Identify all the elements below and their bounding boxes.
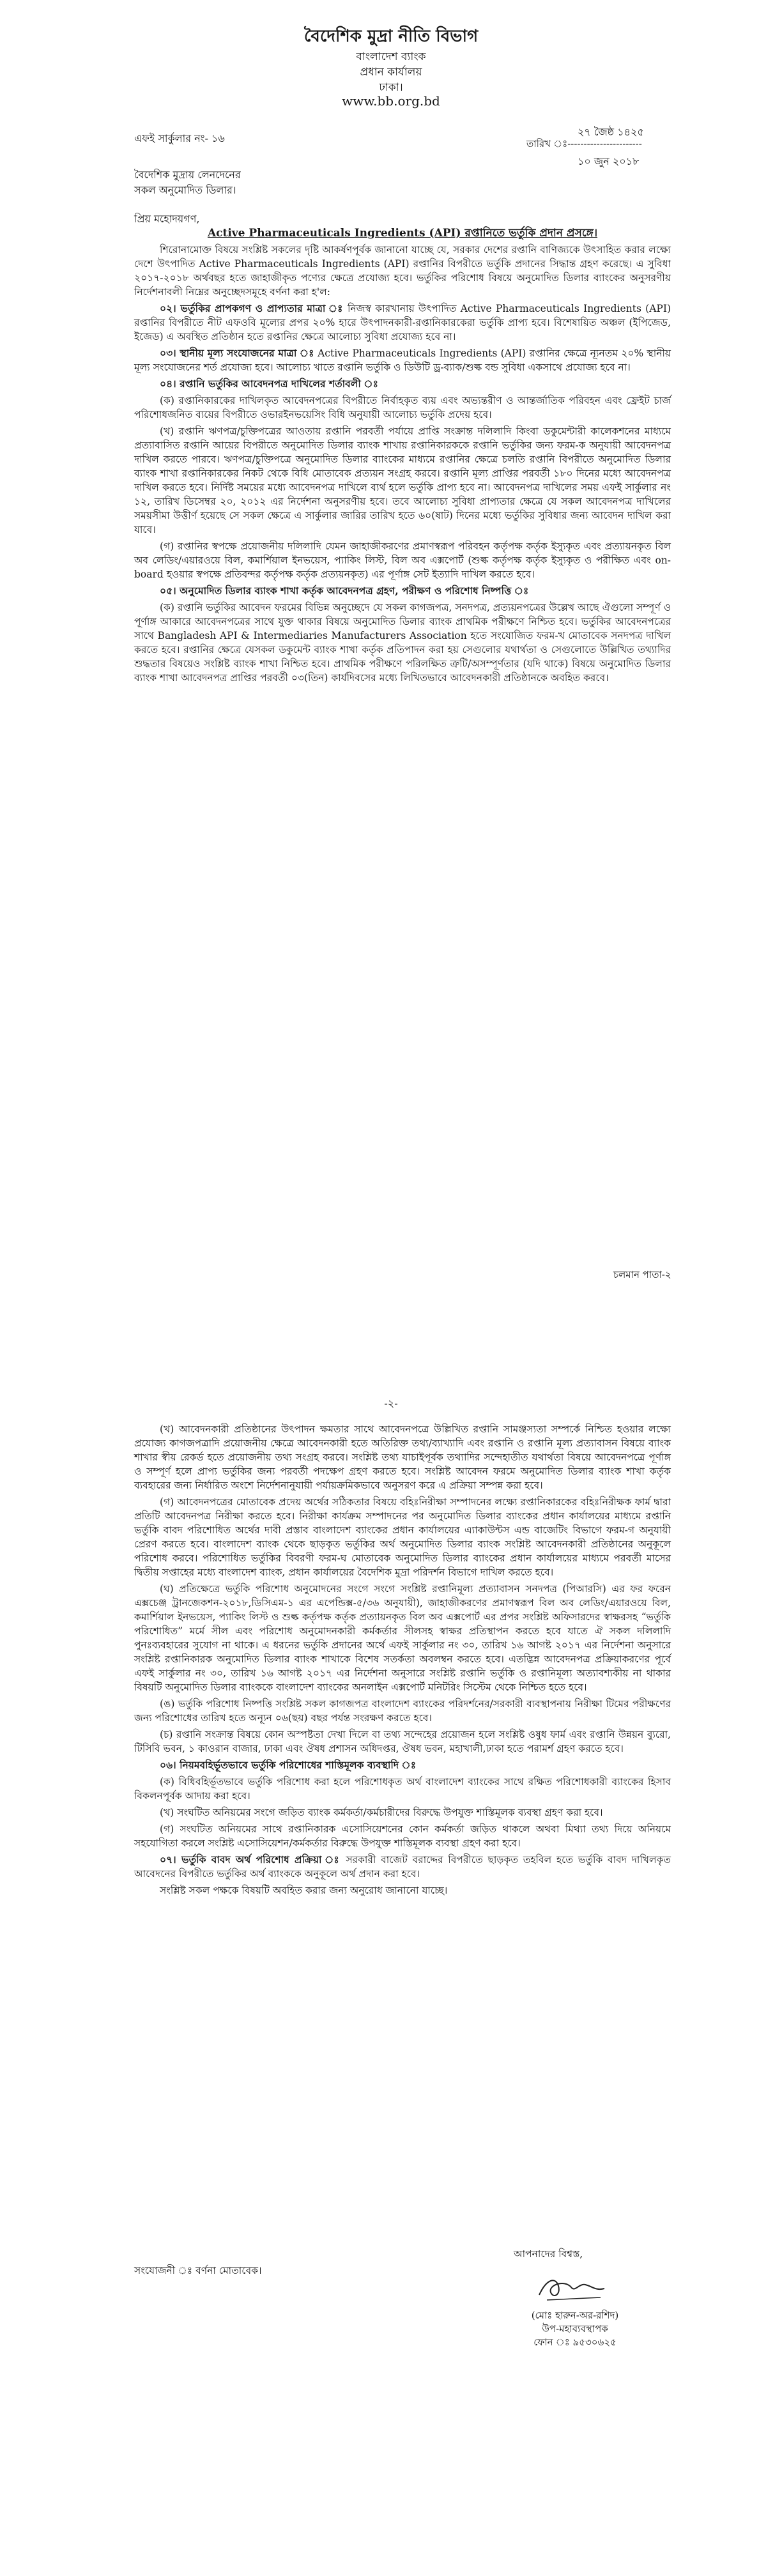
salutation: প্রিয় মহোদয়গণ, bbox=[134, 213, 200, 225]
signer-phone: ফোন ঃ ৯৫৩০৬২৫ bbox=[533, 2336, 617, 2348]
closing-line: সংশ্লিষ্ট সকল পক্ষকে বিষয়টি অবহিত করার জন্য অনুরোধ জানানো যাচ্ছে। bbox=[160, 1885, 448, 1896]
department-title: বৈদেশিক মুদ্রা নীতি বিভাগ bbox=[303, 27, 479, 46]
website-link[interactable]: www.bb.org.bd bbox=[342, 93, 440, 109]
signature-image bbox=[534, 2269, 611, 2305]
section-5-umo: (ঙ) ভর্তুকি পরিশোধ নিষ্পত্তি সংশ্লিষ্ট সকল কাগজপত্র বাংলাদেশ ব্যাংকের পরিদর্শনের/সরকারী ব্যবস্থাপনায় নিরীক্ষা টিমের পরীক্ষণের জন্য পরিশোধের তারিখ হতে অন্যূন ০৬(ছয়) বছর পর্যন্ত সংরক্ষণ করতে হবে। bbox=[134, 1698, 671, 1724]
circular-number: এফই সার্কুলার নং- ১৬ bbox=[134, 132, 225, 144]
section-7-text: সরকারী বাজেট বরাদ্দের বিপরীতে ছাড়কৃত তহবিল হতে ভর্তুকি বাবদ দাখিলকৃত আবেদনের বিপরীতে ভর্তুকির অর্থ ব্যাংককে অনুকূলে অর্থ প্রদান করা হবে। bbox=[134, 1854, 671, 1880]
intro-paragraph: শিরোনামোক্ত বিষয়ে সংশ্লিষ্ট সকলের দৃষ্টি আকর্ষণপূর্বক জানানো যাচ্ছে যে, সরকার দেশের রপ্তানি বাণিজ্যকে উৎসাহিত করার লক্ষ্যে দেশে উৎপাদিত Active Pharmaceuticals Ingredients (API) রপ্তানির বিপরীতে ভর্তুকি প্রদানের সিদ্ধান্ত গ্রহণ করেছে। এ সুবিধা ২০১৭-২০১৮ অর্থবছর হতে জাহাজীকৃত পণ্যের ক্ষেত্রে প্রযোজ্য হবে। ভর্তুকির পরিশোধ বিষয়ে অনুমোদিত ডিলার ব্যাংকের অনুসরণীয় নির্দেশনাবলী নিম্নের অনুচ্ছেদসমূহে বর্ণনা করা হ'ল: bbox=[134, 244, 671, 298]
date-label: তারিখ ঃ----------------------- bbox=[526, 138, 642, 150]
continued-note: চলমান পাতা-২ bbox=[613, 1269, 671, 1280]
enclosure-note: সংযোজনী ঃ বর্ণনা মোতাবেক। bbox=[134, 2265, 262, 2276]
section-3 bbox=[134, 346, 671, 374]
signer-title: উপ-মহাব্যবস্থাপক bbox=[542, 2323, 608, 2334]
section-5-cha: (চ) রপ্তানি সংক্রান্ত বিষয়ে কোন অস্পষ্টতা দেখা দিলে বা তথ্য সন্দেহের প্রয়োজন হলে সংশ্লিষ্ট ওষুধ ফার্ম এবং রপ্তানি উন্নয়ন ব্যুরো, টিসিবি ভবন, ১ কাওরান বাজার, ঢাকা এবং ঔষধ প্রশাসন অধিদপ্তর, ঔষধ ভবন, মহাখালী,ঢাকা হতে পরামর্শ গ্রহণ করতে হবে। bbox=[134, 1729, 671, 1754]
section-2-title: ০২। ভর্তুকির প্রাপকগণ ও প্রাপ্যতার মাত্রা ঃ bbox=[160, 302, 344, 314]
section-6-kha: (খ) সংঘটিত অনিয়মের সংগে জড়িত ব্যাংক কর্মকর্তা/কর্মচারীদের বিরুদ্ধে উপযুক্ত শাস্তিমূলক ব্যবস্থা গ্রহণ করা হবে। bbox=[160, 1807, 603, 1818]
section-7 bbox=[134, 1853, 671, 1881]
page-number: -২- bbox=[384, 1397, 398, 1409]
section-5-kha: (খ) আবেদনকারী প্রতিষ্ঠানের উৎপাদন ক্ষমতার সাথে আবেদনপত্রে উল্লিখিত রপ্তানি সামঞ্জস্যতা সম্পর্কে নিশ্চিত হওয়ার লক্ষ্যে প্রযোজ্য কাগজপত্রাদি প্রয়োজনীয় ক্ষেত্রে আবেদনকারী হতে অতিরিক্ত তথ্য/ব্যাখ্যাদি এবং রপ্তানি ও রপ্তানি মূল্য প্রত্যাবাসন বিষয়ে ব্যাংক শাখার স্বীয় রেকর্ড হতে প্রয়োজনীয় তথ্য সংগ্রহ করবে। সংশ্লিষ্ট তথ্য যাচাইপূর্বক তথ্যাদির সন্দেহাতীত যথার্থতা বিষয়ে আবেদনপত্রে পূর্ণাঙ্গ ও সম্পূর্ণ হলে প্রাপ্য ভর্তুকির জন্য পরবর্তী পদক্ষেপ গ্রহণ করতে হবে। সংশ্লিষ্ট আবেদন ফরমে অনুমোদিত ডিলার ব্যাংক শাখা কর্তৃক ব্যবহারের জন্য নির্ধারিত অংশে নির্দেশনানুযায়ী পর্যায়ক্রমিকভাবে অনুসরণ করে এ প্রক্রিয়া সম্পন্ন করা হবে। bbox=[134, 1423, 671, 1491]
section-4-ga: (গ) রপ্তানির স্বপক্ষে প্রয়োজনীয় দলিলাদি যেমন জাহাজীকরণের প্রমাণস্বরূপ পরিবহন কর্তৃপক্ষ কর্তৃক ইস্যুকৃত এবং প্রত্যায়নকৃত বিল অব লেডিং/এয়ারওয়ে বিল, কমার্শিয়াল ইনভয়েস, প্যাকিং লিস্ট, বিল অব এক্সপোর্ট (শুল্ক কর্তৃপক্ষ কর্তৃক ইস্যুকৃত ও পরীক্ষিত এবং on-board হওয়ার স্বপক্ষে প্রতিবন্দর কর্তৃপক্ষ কর্তৃক প্রত্যয়নকৃত) এর পূর্ণাঙ্গ সেট ইত্যাদি দাখিল করতে হবে। bbox=[134, 540, 671, 580]
subject-line bbox=[134, 225, 671, 243]
section-6-ga: (গ) সংঘটিত অনিয়মের সাথে রপ্তানিকারক এসোসিয়েশনের কোন কর্মকর্তা জড়িত থাকলে অথবা মিথ্যা তথ্য দিয়ে অনিয়মে সহযোগিতা করলে সংশ্লিষ্ট এসোসিয়েশন/কর্মকর্তার বিরুদ্ধে উপযুক্ত শাস্তিমূলক ব্যবস্থা গ্রহণ করা হবে। bbox=[134, 1823, 671, 1849]
section-4-kha: (খ) রপ্তানি ঋণপত্র/চুক্তিপত্রের আওতায় রপ্তানি পরবর্তী পর্যায়ে প্রাপ্তি সংক্রান্ত দলিলাদি কিংবা ডকুমেন্টারী কালেকশনের মাধ্যমে প্রত্যাবাসিত রপ্তানি আয়ের বিপরীতে অনুমোদিত ডিলার ব্যাংক শাখায় রপ্তানিকারককে রপ্তানি ভর্তুকির জন্য ফরম-ক অনুযায়ী আবেদনপত্র দাখিল করতে পারবে। ঋণপত্র/চুক্তিপত্রে অনুমোদিত ডিলার ব্যাংকের মাধ্যমে রপ্তানির ক্ষেত্রে চলতি রপ্তানি বিপরীতে অনুমোদিত ডিলার ব্যাংক শাখা রপ্তানিকারকের নিকট থেকে বিধি মোতাবেক প্রত্যয়ন সংগ্রহ করবে। রপ্তানি মূল্য প্রাপ্তির পরবর্তী ১৮০ দিনের মধ্যে আবেদনপত্র দাখিল করতে হবে। নির্দিষ্ট সময়ের মধ্যে আবেদনপত্র দাখিলে ব্যর্থ হলে ভর্তুকি প্রাপ্য হবে না। আবেদনপত্র দাখিলের সময় এফই সার্কুলার নং ১২, তারিখ ডিসেম্বর ২০, ২০১২ এর নির্দেশনা অনুসরণীয় হবে। তবে আলোচ্য সুবিধা প্রাপ্যতার ক্ষেত্রে যে সকল আবেদনপত্র দাখিলের সময়সীমা উত্তীর্ণ হয়েছে সে সকল ক্ষেত্রে এ সার্কুলার জারির তারিখ হতে ৬০(ষাট) দিনের মধ্যে ভর্তুকির সুবিধার জন্য আবেদন দাখিল করা যাবে। bbox=[134, 425, 671, 535]
section-2-text: নিজস্ব কারখানায় উৎপাদিত Active Pharmaceuticals Ingredients (API) রপ্তানির বিপরীতে নীট এফওবি মূল্যের প্রপর ২০% হারে উৎপাদনকারী-রপ্তানিকারকেরা ভর্তুকি প্রাপ্য হবে। বিশেষায়িত অঞ্চল (ইপিজেড, ইজেড) এ অবস্থিত প্রতিষ্ঠান হতে রপ্তানির ক্ষেত্রে আলোচ্য সুবিধা প্রযোজ্য হবে না। bbox=[134, 303, 671, 342]
subject: Active Pharmaceuticals Ingredients (API) রপ্তানিতে ভর্তুকি প্রদান প্রসঙ্গে। bbox=[207, 227, 598, 240]
section-6-title: ০৬। নিয়মবহির্ভূতভাবে ভর্তুকি পরিশোধের শাস্তিমূলক ব্যবস্থাদি ঃ bbox=[160, 1759, 417, 1771]
page-2 bbox=[0, 1288, 782, 2576]
section-7-title: ০৭। ভর্তুকি বাবদ অর্থ পরিশোধ প্রক্রিয়া ঃ bbox=[160, 1853, 341, 1866]
date-english: ১০ জুন ২০১৮ bbox=[578, 155, 640, 167]
addressee-line: বৈদেশিক মুদ্রায় লেনদেনের bbox=[134, 169, 241, 181]
section-5-title: ০৫। অনুমোদিত ডিলার ব্যাংক শাখা কর্তৃক আবেদনপত্র গ্রহণ, পরীক্ষণ ও পরিশোধ নিষ্পত্তি ঃ bbox=[160, 585, 529, 597]
section-3-text: Active Pharmaceuticals Ingredients (API) রপ্তানির ক্ষেত্রে ন্যূনতম ২০% স্থানীয় মূল্য সংযোজনের শর্ত প্রযোজ্য হবে। আলোচ্য খাতে রপ্তানি ভর্তুকি ও ডিউটি ড্র-ব্যাক/শুল্ক বন্ড সুবিধা একসাথে প্রযোজ্য হবে না। bbox=[134, 348, 671, 373]
city-name: ঢাকা। bbox=[379, 81, 403, 94]
signature-block bbox=[505, 2309, 645, 2349]
addressee-line: সকল অনুমোদিত ডিলার। bbox=[134, 184, 236, 196]
section-6-ka: (ক) বিধিবহির্ভূতভাবে ভর্তুকি পরিশোধ করা হলে পরিশোধকৃত অর্থ বাংলাদেশ ব্যাংকের সাথে রক্ষিত পরিশোধকারী ব্যাংকের হিসাব বিকলনপূর্বক আদায় করা হবে। bbox=[134, 1776, 671, 1802]
addressee bbox=[134, 167, 241, 198]
section-5-ga: (গ) আবেদনপত্রের মোতাবেক প্রদেয় অর্থের সঠিকতার বিষয়ে বহিঃনিরীক্ষা সম্পাদনের লক্ষ্যে রপ্তানিকারকের বহিঃনিরীক্ষক ফার্ম দ্বারা প্রতিটি আবেদনপত্র নিরীক্ষা করতে হবে। নিরীক্ষা কার্যক্রম সম্পাদনের পর অনুমোদিত ডিলার ব্যাংকের প্রধান কার্যালয়ের মাধ্যমে রপ্তানি ভর্তুকি বাবদ পরিশোধিত অর্থের দাবী প্রস্তাব বাংলাদেশ ব্যাংকের প্রধান কার্যালয়ের এ্যাকাউন্টস এন্ড বাজেটিং বিভাগে ফরম-গ অনুযায়ী প্রেরণ করতে হবে। বাংলাদেশ ব্যাংক থেকে ছাড়কৃত ভর্তুকির অর্থ অনুমোদিত ডিলার ব্যাংক সংশ্লিষ্ট আবেদনকারী প্রতিষ্ঠানের অনুকূলে পরিশোধ করবে। পরিশোধিত ভর্তুকির বিবরণী ফরম-ঘ মোতাবেক অনুমোদিত ডিলার ব্যাংকের প্রধান কার্যালয়ের মাধ্যমে পরবর্তী মাসের দ্বিতীয় সপ্তাহের মধ্যে বাংলাদেশ ব্যাংক, প্রধান কার্যালয়ের বৈদেশিক মুদ্রা পরিদর্শন বিভাগে দাখিল করতে হবে। bbox=[134, 1496, 671, 1578]
section-4-ka: (ক) রপ্তানিকারকের দাখিলকৃত আবেদনপত্রের বিপরীতে নির্বাহকৃত ব্যয় এবং অভ্যন্তরীণ ও আন্তর্জাতিক পরিবহন এবং ফ্রেইট চার্জ পরিশোধজনিত ব্যয়ের বিপরীতে ওভারইনভয়েসিং বিধি অনুযায়ী আলোচ্য ভর্তুকি প্রদেয় হবে। bbox=[134, 395, 671, 420]
section-2 bbox=[134, 302, 671, 344]
section-4-title: ০৪। রপ্তানি ভর্তুকির আবেদনপত্র দাখিলের শর্তাবলী ঃ bbox=[160, 378, 378, 390]
body-page-1 bbox=[134, 243, 671, 687]
yours-faithfully: আপনাদের বিশ্বস্ত, bbox=[514, 2248, 583, 2260]
section-3-title: ০৩। স্থানীয় মূল্য সংযোজনের মাত্রা ঃ bbox=[160, 347, 314, 359]
signer-name: (মোঃ হারুন-অর-রশিদ) bbox=[531, 2310, 619, 2321]
date-bengali: ২৭ জৈষ্ঠ ১৪২৫ bbox=[578, 126, 644, 138]
section-5-gha: (ঘ) প্রতিক্ষেত্রে ভর্তুকি পরিশোধ অনুমোদনের সংগে সংগে সংশ্লিষ্ট রপ্তানিমূল্য প্রত্যাবাসন সনদপত্র (পিআরসি) এর ফর ফরেন এক্সচেঞ্জ ট্রানজেকশন-২০১৮,ডিসিএম-১ এর এপেন্ডিক্স-৫/৩৬ অনুযায়ী), জাহাজীকরণের প্রমাণস্বরূপ বিল অব লেডিং/এয়ারওয়ে বিল, কমার্শিয়াল ইনভয়েস, প্যাকিং লিস্ট ও শুল্ক কর্তৃপক্ষ কর্তৃক প্রত্যায়নকৃত বিল অব এক্সপোর্ট এর প্রপর সংশ্লিষ্ট অফিসারদের স্বাক্ষরসহ “ভর্তুকি পরিশোধিত” মর্মে সীল এবং পরিশোধ অনুমোদনকারী কর্মকর্তার সীলসহ স্বাক্ষর প্রতিস্থাপন করতে হবে যাতে ঐ সকল দলিলাদি পুনঃব্যবহারের সুযোগ না থাকে। এ ধরনের ভর্তুকি প্রদানের অর্থে এফই সার্কুলার নং ৩০, তারিখ ১৬ আগষ্ট ২০১৭ এর নির্দেশনা অনুসারে সংশ্লিষ্ট রপ্তানিকারক অনুমোদিত ডিলার ব্যাংক শাখাকে বিশেষ সতর্কতা অবলম্বন করতে হবে। এতদ্ভিন্ন আবেদনপত্র প্রক্রিয়াকরণের পূর্বে এফই সার্কুলার নং ৩০, তারিখ ১৬ আগষ্ট ২০১৭ এর নির্দেশনা অনুসারে সংশ্লিষ্ট রপ্তানি ভর্তুকি ও রপ্তানিমূল্য অত্যাবশ্যকীয় না থাকার বিষয়টি অনুমোদিত ডিলার ব্যাংককে বাংলাদেশ ব্যাংকের অনলাইন এক্সপোর্ট মনিটরিং সিস্টেম থেকে নিশ্চিত হতে হবে। bbox=[134, 1583, 671, 1693]
office-name: প্রধান কার্যালয় bbox=[360, 66, 422, 79]
section-5-ka: (ক) রপ্তানি ভর্তুকির আবেদন ফরমের বিভিন্ন অনুচ্ছেদে যে সকল কাগজপত্র, সনদপত্র, প্রত্যয়নপত্রের উল্লেখ আছে ঐগুলো সম্পূর্ণ ও পূর্ণাঙ্গ আকারে আবেদনপত্রের সাথে যুক্ত থাকার বিষয়ে অনুমোদিত ডিলার ব্যাংক প্রাথমিক পরীক্ষণে নিশ্চিত হবে। ভর্তুকির আবেদনপত্রের সাথে Bangladesh API & Intermediaries Manufacturers Association হতে সংযোজিত ফরম-খ মোতাবেক সনদপত্র দাখিল করতে হবে। রপ্তানির ক্ষেত্রে যেসকল ডকুমেন্ট ব্যাংক শাখা কর্তৃক প্রতিপাদন করা হয় সেগুলোর যথার্থতা ও সেগুলোতে উল্লিখিত তথ্যাদির শুদ্ধতার বিষয়েও সংশ্লিষ্ট ব্যাংক শাখা নিশ্চিত হবে। প্রাথমিক পরীক্ষণে পরিলক্ষিত ত্রুটি/অসম্পূর্ণতার (যদি থাকে) বিষয়ে অনুমোদিত ডিলার ব্যাংক শাখা আবেদনপত্র প্রাপ্তির পরবর্তী ০৩(তিন) কার্যদিবসের মধ্যে লিখিতভাবে আবেদনকারী প্রতিষ্ঠানকে অবহিত করবে। bbox=[134, 602, 671, 684]
body-page-2 bbox=[134, 1422, 671, 1900]
bank-name: বাংলাদেশ ব্যাংক bbox=[356, 50, 426, 63]
